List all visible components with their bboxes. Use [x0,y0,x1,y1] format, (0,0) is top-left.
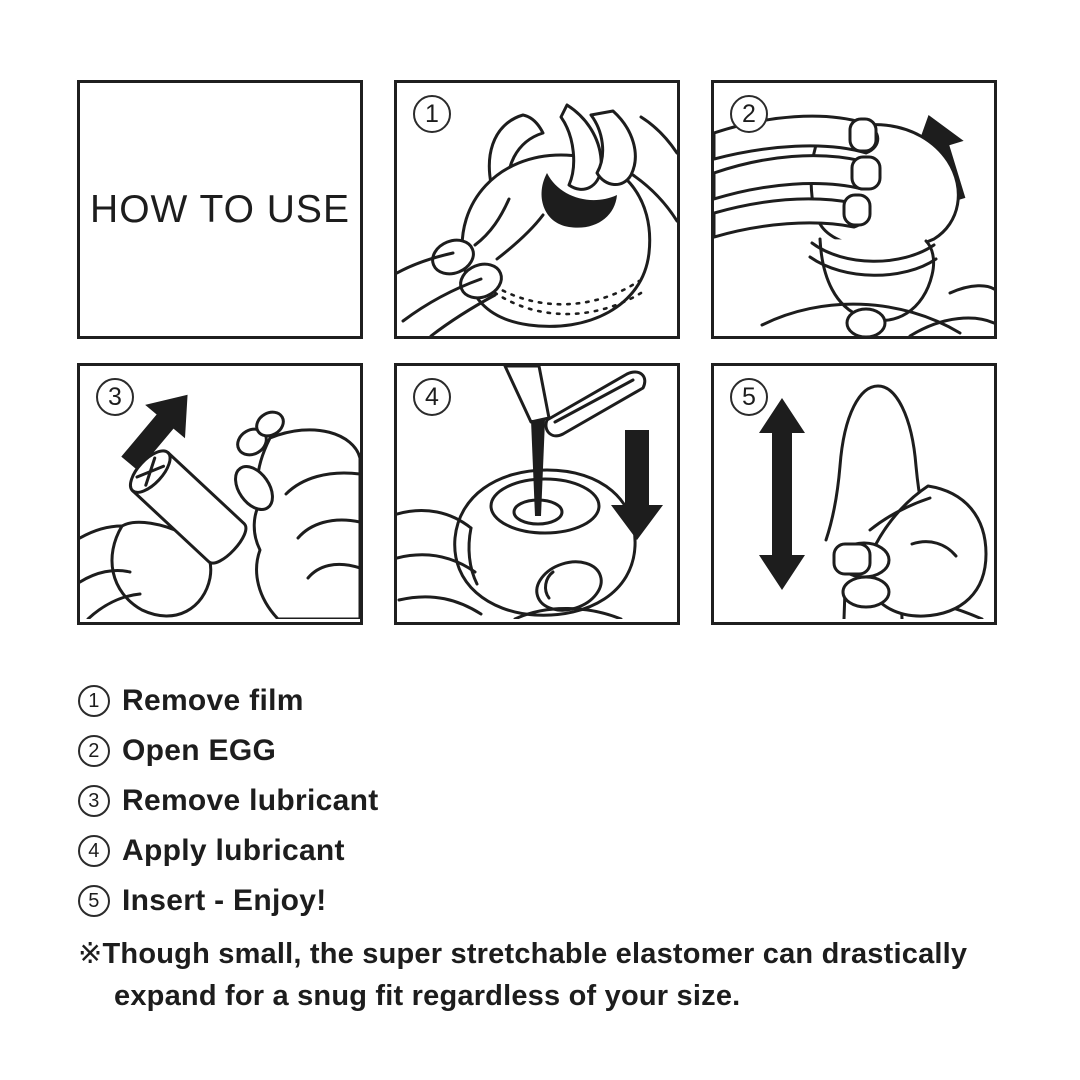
page-title: HOW TO USE [90,187,350,231]
steps-legend [78,676,379,926]
hand-icon [714,116,880,237]
reference-mark-icon: ※ [78,938,103,970]
egg-cup-icon [810,239,936,321]
panel-step-5 [711,363,997,625]
step-3-number-badge: 3 [96,378,134,416]
panel-step-3 [77,363,363,625]
step-4-number-badge: 4 [413,378,451,416]
footnote-line-2: expand for a snug fit regardless of your size. [114,980,741,1012]
legend-label-2: Open EGG [122,734,277,767]
panel-step-1 [394,80,680,339]
footnote [78,933,967,1017]
title-panel [77,80,363,339]
legend-number-4: 4 [78,835,110,867]
panel-step-2 [711,80,997,339]
legend-item-remove-film [78,676,379,726]
legend-label-4: Apply lubricant [122,834,345,867]
legend-number-1: 1 [78,685,110,717]
legend-number-3: 3 [78,785,110,817]
legend-number-2: 2 [78,735,110,767]
legend-item-insert-enjoy [78,876,379,926]
arrow-up-down-icon [759,398,805,590]
legend-item-remove-lubricant [78,776,379,826]
lubricant-pouch-icon [505,366,645,436]
legend-label-3: Remove lubricant [122,784,379,817]
hand-icon [254,430,360,619]
step-1-number-badge: 1 [413,95,451,133]
panel-step-4 [394,363,680,625]
step-2-number-badge: 2 [730,95,768,133]
legend-item-open-egg [78,726,379,776]
legend-number-5: 5 [78,885,110,917]
step-5-number-badge: 5 [730,378,768,416]
panel-grid [77,80,997,625]
legend-item-apply-lubricant [78,826,379,876]
footnote-text-1: Though small, the super stretchable elastomer can drastically [102,938,968,970]
legend-label-5: Insert - Enjoy! [122,884,327,917]
footnote-line-1 [78,933,967,975]
legend-label-1: Remove film [122,684,304,717]
